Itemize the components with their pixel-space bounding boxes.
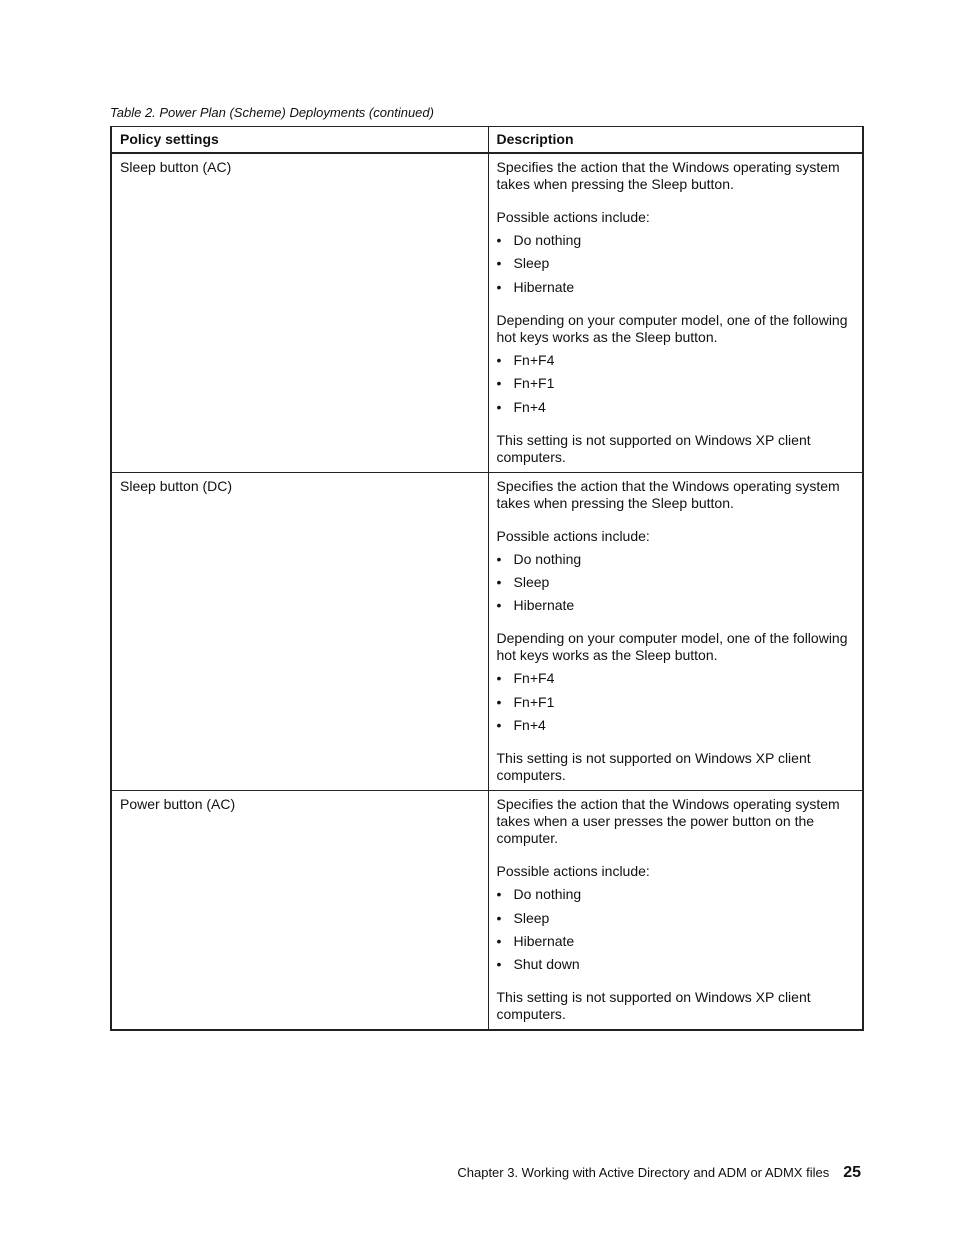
bullet-icon: • <box>496 909 502 926</box>
list-item <box>497 933 855 950</box>
description-cell <box>488 791 863 1031</box>
bullet-icon: • <box>496 351 502 368</box>
description-intro: Specifies the action that the Windows operating system takes when pressing the Sleep button. <box>496 159 840 192</box>
power-plan-table <box>110 126 864 1031</box>
list-item-label: Sleep <box>513 909 550 926</box>
list-item-label: Hibernate <box>513 932 575 949</box>
chapter-title: Chapter 3. Working with Active Directory and ADM or ADMX files <box>457 1165 830 1180</box>
hotkeys-label: Depending on your computer model, one of the following hot keys works as the Sleep button. <box>496 630 848 664</box>
list-item <box>497 375 855 392</box>
list-item-label: Fn+F1 <box>513 375 555 392</box>
list-item <box>497 574 855 591</box>
hotkeys-list <box>497 352 855 416</box>
list-item <box>497 232 855 249</box>
list-item <box>497 399 855 416</box>
header-description: Description <box>488 127 863 154</box>
table-caption: Table 2. Power Plan (Scheme) Deployments (continued) <box>110 105 434 120</box>
list-item <box>497 886 855 903</box>
list-item-label: Do nothing <box>513 550 582 567</box>
list-item <box>497 255 855 272</box>
page-footer <box>457 1160 861 1186</box>
list-item <box>497 956 855 973</box>
page-number: 25 <box>843 1164 861 1181</box>
support-note: This setting is not supported on Windows XP client computers. <box>496 431 811 465</box>
table-row <box>111 791 863 1031</box>
bullet-icon: • <box>496 573 502 590</box>
bullet-icon: • <box>496 717 502 734</box>
list-item <box>497 910 855 927</box>
list-item-label: Do nothing <box>513 232 582 248</box>
actions-list <box>497 232 855 296</box>
list-item-label: Fn+F4 <box>513 670 555 687</box>
list-item <box>497 670 855 687</box>
bullet-icon: • <box>496 375 502 392</box>
bullet-icon: • <box>496 597 502 614</box>
list-item <box>497 279 855 296</box>
list-item-label: Sleep <box>513 573 550 590</box>
bullet-icon: • <box>496 693 502 710</box>
list-item-label: Fn+4 <box>513 717 546 734</box>
list-item <box>497 551 855 568</box>
support-note: This setting is not supported on Windows XP client computers. <box>496 989 811 1023</box>
table-row <box>111 472 863 791</box>
hotkeys-label: Depending on your computer model, one of the following hot keys works as the Sleep button. <box>496 311 848 345</box>
list-item-label: Fn+F1 <box>513 693 555 710</box>
actions-list <box>497 551 855 615</box>
list-item-label: Shut down <box>513 956 580 973</box>
list-item-label: Fn+4 <box>513 398 546 415</box>
policy-setting-cell: Power button (AC) <box>111 791 488 1031</box>
policy-setting-cell: Sleep button (DC) <box>111 472 488 791</box>
bullet-icon: • <box>496 956 502 973</box>
list-item-label: Fn+F4 <box>513 351 555 368</box>
list-item <box>497 352 855 369</box>
actions-list <box>497 886 855 973</box>
list-item-label: Do nothing <box>513 886 582 903</box>
description-intro: Specifies the action that the Windows operating system takes when a user presses the power button on the computer. <box>496 796 840 847</box>
hotkeys-list <box>497 670 855 734</box>
actions-label: Possible actions include: <box>496 863 650 880</box>
table-header-row <box>111 127 863 154</box>
bullet-icon: • <box>496 550 502 567</box>
support-note: This setting is not supported on Windows XP client computers. <box>496 750 811 784</box>
description-cell <box>488 472 863 791</box>
actions-label: Possible actions include: <box>496 527 650 544</box>
description-cell <box>488 153 863 472</box>
description-intro: Specifies the action that the Windows operating system takes when pressing the Sleep button. <box>496 477 840 511</box>
bullet-icon: • <box>496 278 502 295</box>
bullet-icon: • <box>496 398 502 415</box>
list-item-label: Hibernate <box>513 597 575 614</box>
bullet-icon: • <box>496 670 502 687</box>
list-item <box>497 694 855 711</box>
bullet-icon: • <box>496 255 502 272</box>
bullet-icon: • <box>496 932 502 949</box>
list-item-label: Sleep <box>513 255 550 272</box>
list-item <box>497 597 855 614</box>
bullet-icon: • <box>496 886 502 903</box>
policy-setting-cell: Sleep button (AC) <box>111 153 488 472</box>
table-row <box>111 153 863 472</box>
list-item-label: Hibernate <box>513 278 575 295</box>
list-item <box>497 717 855 734</box>
actions-label: Possible actions include: <box>496 209 650 225</box>
bullet-icon: • <box>496 232 502 248</box>
header-policy-settings: Policy settings <box>111 127 488 154</box>
